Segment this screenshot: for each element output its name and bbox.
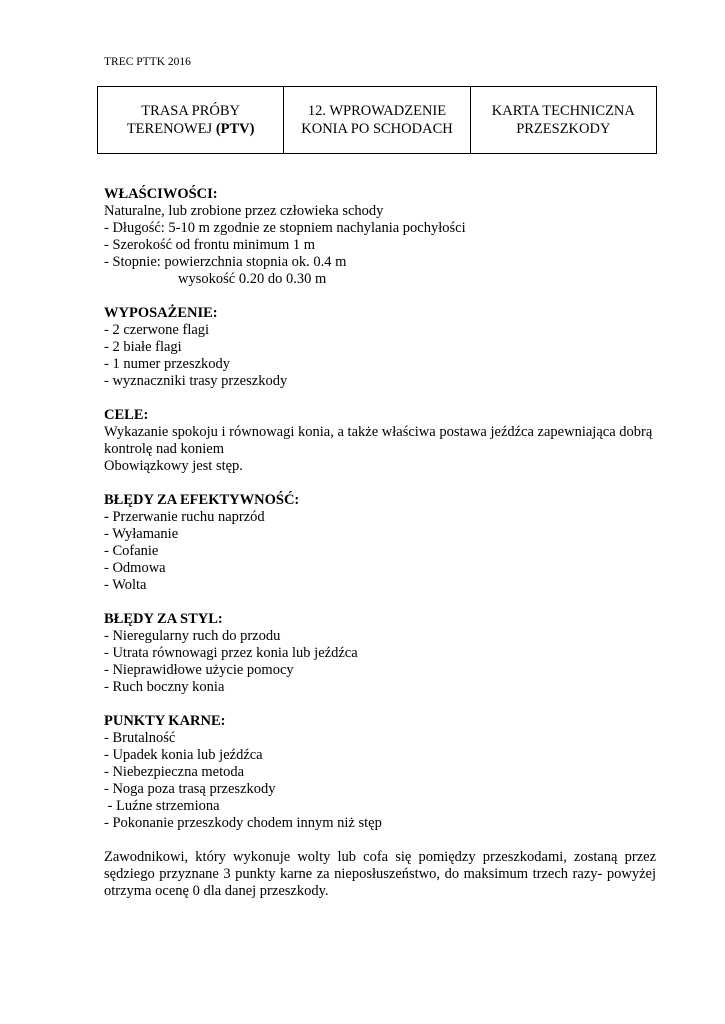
section-punkty-karne bbox=[104, 713, 656, 832]
section-heading: BŁĘDY ZA STYL: bbox=[104, 611, 223, 627]
list-item: - Noga poza trasą przeszkody bbox=[104, 781, 276, 797]
list-item: - Cofanie bbox=[104, 543, 159, 559]
title-cell-trasa bbox=[98, 87, 283, 153]
list-item-dash: - bbox=[104, 509, 113, 525]
list-item: - Długość: 5-10 m zgodnie ze stopniem nachylania pochyłości bbox=[104, 220, 466, 236]
list-item-text: Przerwanie ruchu naprzód bbox=[112, 509, 265, 525]
list-item: - Pokonanie przeszkody chodem innym niż stęp bbox=[104, 815, 382, 831]
section-heading: BŁĘDY ZA EFEKTYWNOŚĆ: bbox=[104, 492, 300, 508]
list-item-continuation: wysokość 0.20 do 0.30 m bbox=[178, 271, 327, 287]
list-item: - Luźne strzemiona bbox=[104, 798, 220, 814]
list-item: - Utrata równowagi przez konia lub jeźdźca bbox=[104, 645, 358, 661]
section-paragraph: Obowiązkowy jest stęp. bbox=[104, 458, 243, 474]
list-item: - 1 numer przeszkody bbox=[104, 356, 231, 372]
list-item: - Wyłamanie bbox=[104, 526, 179, 542]
final-paragraph: Zawodnikowi, który wykonuje wolty lub cofa się pomiędzy przeszkodami, zostaną przez sędziego przyznane 3 punkty karne za nieposłuszeństwo, do maksimum trzech razy- powyżej otrzyma ocenę 0 dla danej przeszkody. bbox=[104, 849, 656, 899]
title-cell-obstacle bbox=[283, 87, 469, 153]
section-heading: CELE: bbox=[104, 407, 149, 423]
section-intro: Naturalne, lub zrobione przez człowieka schody bbox=[104, 203, 384, 219]
section-cele bbox=[104, 407, 656, 475]
title-cell-trasa-ptv: (PTV) bbox=[215, 121, 255, 137]
title-cell-trasa-line2 bbox=[127, 120, 255, 138]
section-heading: PUNKTY KARNE: bbox=[104, 713, 226, 729]
list-item: - 2 białe flagi bbox=[104, 339, 182, 355]
list-item: - Nieprawidłowe użycie pomocy bbox=[104, 662, 294, 678]
title-cell-karta bbox=[470, 87, 656, 153]
list-item: - Upadek konia lub jeźdźca bbox=[104, 747, 263, 763]
list-item bbox=[104, 509, 656, 526]
section-paragraph: Wykazanie spokoju i równowagi konia, a także właściwa postawa jeźdźca zapewniająca dobrą kontrolę nad koniem bbox=[104, 424, 653, 457]
title-cell-karta-line2: PRZESZKODY bbox=[516, 121, 611, 137]
list-item: - Brutalność bbox=[104, 730, 176, 746]
header-note: TREC PTTK 2016 bbox=[104, 56, 191, 68]
list-item: - wyznaczniki trasy przeszkody bbox=[104, 373, 288, 389]
section-wyposazenie bbox=[104, 305, 656, 390]
section-heading: WYPOSAŻENIE: bbox=[104, 305, 218, 321]
list-item: - Niebezpieczna metoda bbox=[104, 764, 245, 780]
title-table bbox=[97, 86, 657, 154]
list-item: - Wolta bbox=[104, 577, 147, 593]
list-item: - Stopnie: powierzchnia stopnia ok. 0.4 m bbox=[104, 254, 347, 270]
title-cell-obstacle-line1: 12. WPROWADZENIE bbox=[307, 103, 447, 119]
list-item: - 2 czerwone flagi bbox=[104, 322, 210, 338]
title-cell-trasa-line2-text: TERENOWEJ bbox=[126, 121, 216, 137]
list-item: - Nieregularny ruch do przodu bbox=[104, 628, 281, 644]
section-bledy-efektywnosc bbox=[104, 492, 656, 594]
list-item: - Odmowa bbox=[104, 560, 166, 576]
section-bledy-styl bbox=[104, 611, 656, 696]
list-item: - Szerokość od frontu minimum 1 m bbox=[104, 237, 316, 253]
title-cell-trasa-line1: TRASA PRÓBY bbox=[141, 103, 241, 119]
title-cell-karta-line1: KARTA TECHNICZNA bbox=[491, 103, 635, 119]
section-wlasciwosci bbox=[104, 186, 656, 288]
list-item: - Ruch boczny konia bbox=[104, 679, 225, 695]
document-content bbox=[104, 186, 656, 900]
section-heading: WŁAŚCIWOŚCI: bbox=[104, 186, 218, 202]
title-cell-obstacle-line2: KONIA PO SCHODACH bbox=[301, 121, 453, 137]
